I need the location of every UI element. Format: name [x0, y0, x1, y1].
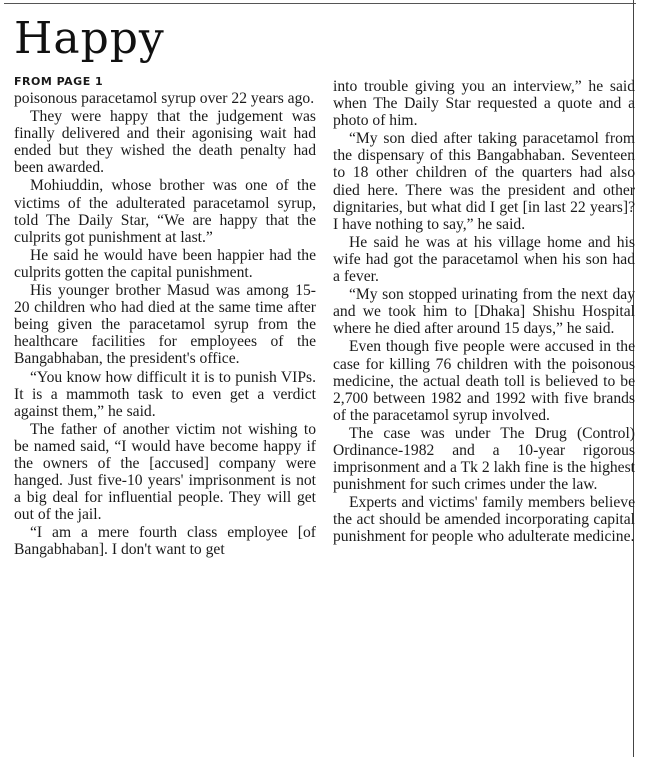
- paragraph: The father of another victim not wishing to be named said, “I would have become happy if the owners of the [accused] company were hanged. Just five-10 years' imprisonment is not a big deal for influential people. They will get out of the jail.: [14, 420, 316, 524]
- paragraph: He said he was at his village home and his wife had got the paracetamol when his son had a fever.: [333, 233, 635, 286]
- kicker: FROM PAGE 1: [14, 75, 104, 88]
- paragraph: They were happy that the judgement was finally delivered and their agonising wait had ended but they wished the death penalty had been awarded.: [14, 108, 316, 177]
- paragraph: The case was under The Drug (Control) Ordinance-1982 and a 10-year rigorous imprisonment and a Tk 2 lakh fine is the highest punishment for such crimes under the law.: [333, 424, 635, 494]
- column-left: [14, 74, 316, 560]
- paragraph: Even though five people were accused in the case for killing 76 children with the poisonous medicine, the actual death toll is believed to be 2,700 between 1982 and 1992 with five brands of the paracetamol syrup involved.: [333, 338, 635, 424]
- paragraph: into trouble giving you an interview,” he said when The Daily Star requested a quote and a photo of him.: [333, 78, 635, 130]
- paragraph: poisonous paracetamol syrup over 22 years ago.: [14, 90, 315, 107]
- paragraph: “My son died after taking paracetamol from the dispensary of this Bangabhaban. Seventeen to 18 other children of the quarters had also died here. There was the president and other dignitaries, but what did I get [in last 22 years]? I have nothing to say,” he said.: [333, 130, 635, 233]
- paragraph: He said he would have been happier had the culprits gotten the capital punishment.: [14, 246, 316, 281]
- paragraph: His younger brother Masud was among 15-20 children who had died at the same time after being given the paracetamol syrup from the healthcare facilities for employees of the Bangabhaban, the president's office.: [14, 282, 316, 368]
- paragraph: Experts and victims' family members believe the act should be amended incorporating capital punishment for people who adulterate medicine.: [333, 494, 635, 546]
- paragraph: Mohiuddin, whose brother was one of the victims of the adulterated paracetamol syrup, told The Daily Star, “We are happy that the culprits got punishment at last.”: [14, 177, 316, 246]
- paragraph: “I am a mere fourth class employee [of Bangabhaban]. I don't want to get: [14, 524, 316, 559]
- headline: Happy: [14, 13, 165, 64]
- paragraph: “My son stopped urinating from the next day and we took him to [Dhaka] Shishu Hospital where he died after around 15 days,” he said.: [333, 286, 635, 338]
- column-right: [333, 78, 635, 547]
- paragraph: “You know how difficult it is to punish VIPs. It is a mammoth task to even get a verdict against them,” he said.: [14, 368, 316, 420]
